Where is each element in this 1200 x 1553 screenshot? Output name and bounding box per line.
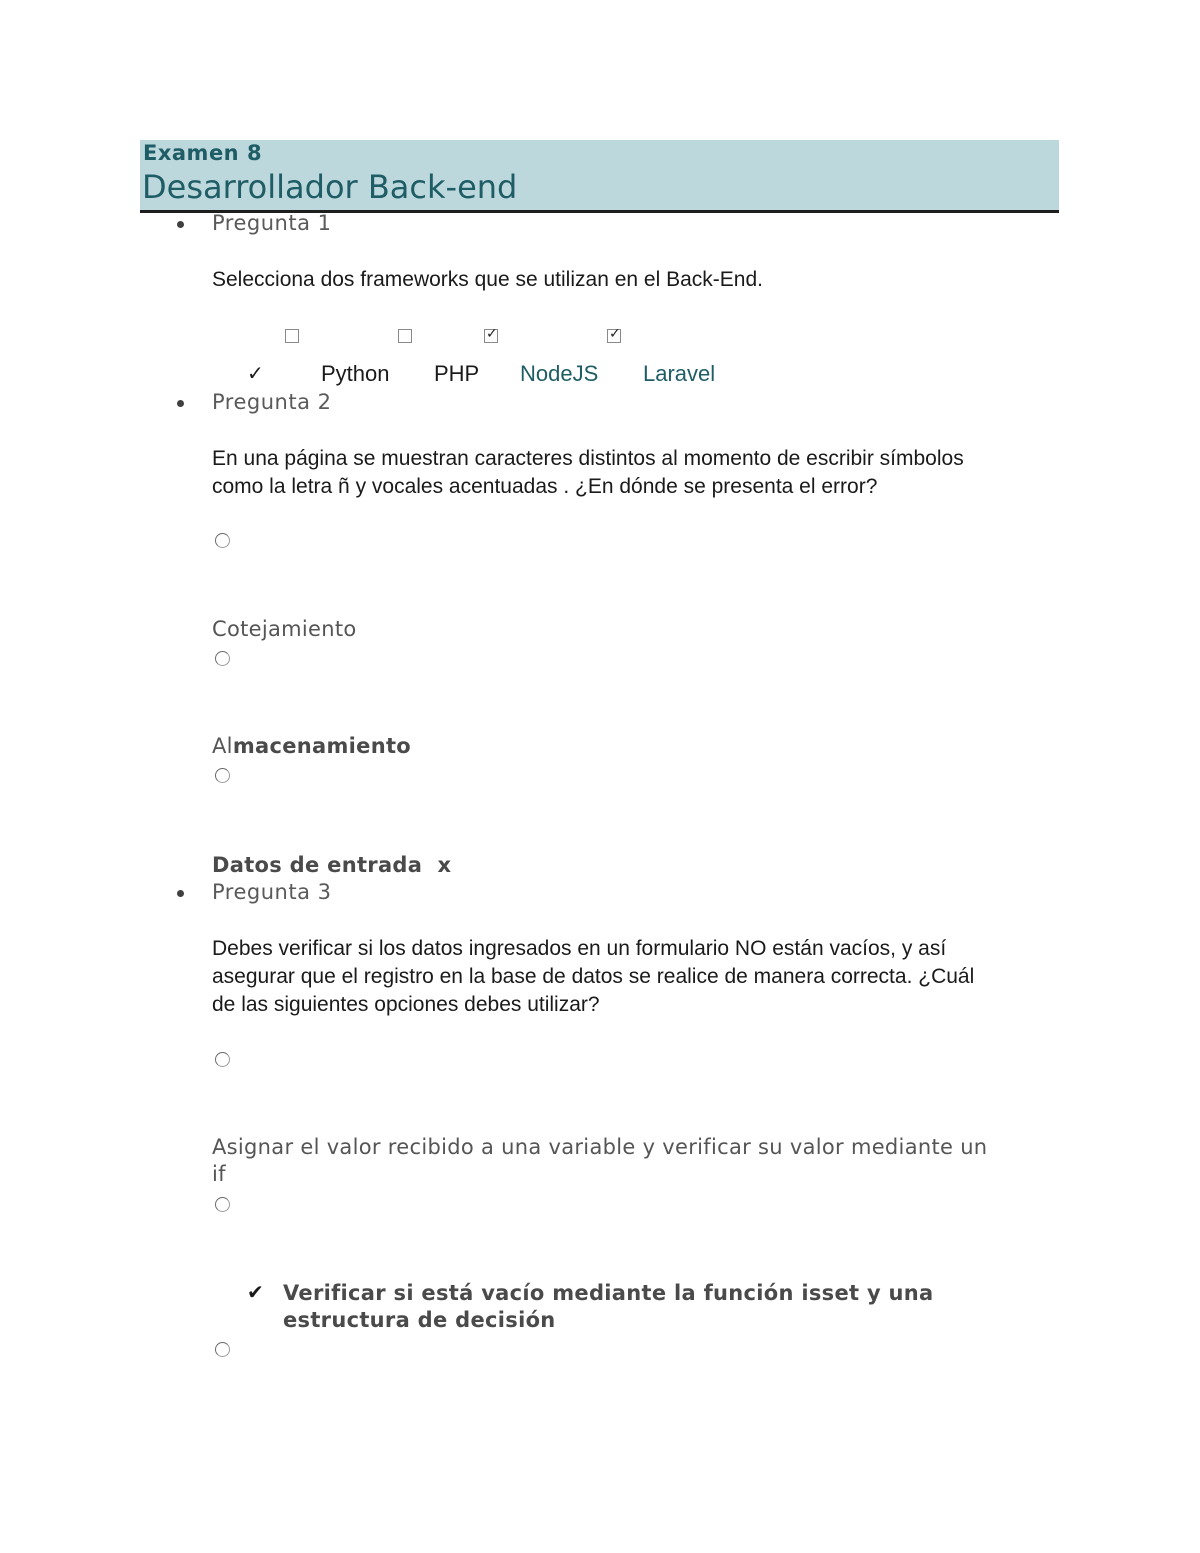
checkbox-laravel[interactable] (607, 326, 621, 343)
radio-option-cotejamiento[interactable] (215, 533, 230, 548)
radio-option-extra[interactable] (215, 1342, 230, 1357)
radio-option-almacenamiento[interactable] (215, 651, 230, 666)
radio-option-isset[interactable] (215, 1197, 230, 1212)
option-asignar-valor-line2: if (212, 1162, 226, 1186)
checkbox-python[interactable] (285, 329, 299, 343)
option-nodejs-label: NodeJS (520, 361, 599, 386)
option-laravel-label: Laravel (643, 361, 716, 386)
question-3-title: Pregunta 3 (212, 880, 332, 904)
option-asignar-valor-line1: Asignar el valor recibido a una variable y verificar su valor mediante un (212, 1135, 988, 1159)
bullet-q1 (177, 221, 184, 228)
option-cotejamiento-label: Cotejamiento (212, 617, 357, 641)
exam-title: Desarrollador Back-end (142, 168, 518, 206)
bullet-q3 (177, 890, 184, 897)
question-2-text-line2: como la letra ñ y vocales acentuadas . ¿En dónde se presenta el error? (212, 475, 878, 498)
option-python-label: Python (321, 361, 390, 386)
checkbox-php[interactable] (398, 329, 412, 343)
bullet-q2 (177, 400, 184, 407)
question-1-text: Selecciona dos frameworks que se utilizan en el Back-End. (212, 268, 763, 291)
option-php-label: PHP (434, 361, 480, 386)
correct-check-icon: ✓ (247, 361, 264, 385)
exam-label: Examen 8 (143, 141, 263, 165)
question-3-text-line3: de las siguientes opciones debes utilizar? (212, 993, 600, 1016)
question-1-title: Pregunta 1 (212, 211, 332, 235)
option-datos-entrada-label: Datos de entrada x (212, 853, 452, 877)
question-3-text-line1: Debes verificar si los datos ingresados en un formulario NO están vacíos, y así (212, 937, 947, 960)
option-isset-line2: estructura de decisión (283, 1308, 556, 1332)
correct-check-icon: ✔ (247, 1280, 264, 1304)
radio-option-asignar-valor[interactable] (215, 1052, 230, 1067)
checkbox-nodejs[interactable] (484, 326, 498, 343)
question-3-text-line2: asegurar que el registro en la base de datos se realice de manera correcta. ¿Cuál (212, 965, 975, 988)
option-isset-line1: Verificar si está vacío mediante la función isset y una (283, 1281, 934, 1305)
question-2-text-line1: En una página se muestran caracteres distintos al momento de escribir símbolos (212, 447, 964, 470)
radio-option-datos-entrada[interactable] (215, 768, 230, 783)
question-2-title: Pregunta 2 (212, 390, 332, 414)
checkmark-icon: ✓ (486, 326, 498, 342)
option-almacenamiento-label: Almacenamiento (212, 734, 412, 758)
checkmark-icon: ✓ (609, 326, 621, 342)
